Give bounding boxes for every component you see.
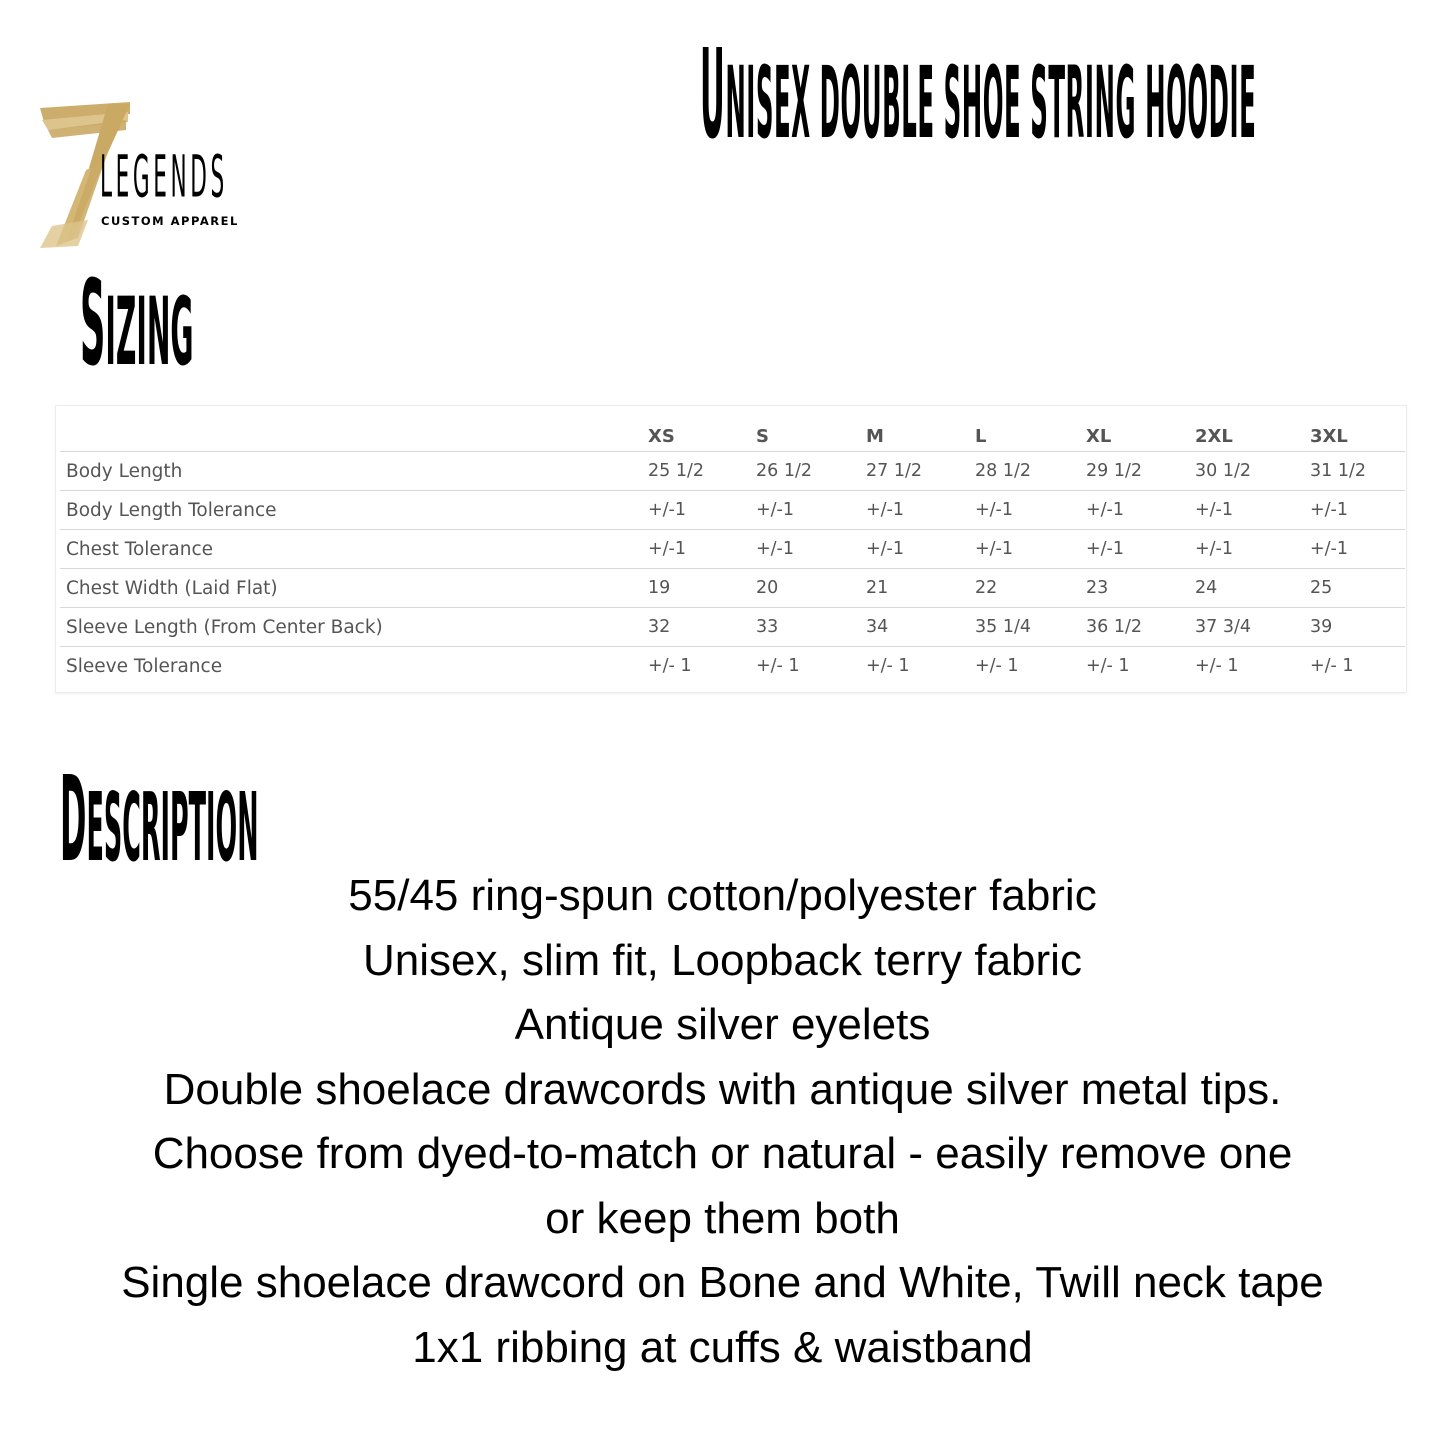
table-header-blank [60, 414, 648, 452]
measurement-value: +/- 1 [1310, 656, 1354, 676]
measurement-label: Sleeve Length (From Center Back) [60, 608, 648, 647]
table-row [60, 569, 1405, 608]
measurement-value: 32 [648, 608, 756, 647]
measurement-value: +/-1 [1086, 491, 1195, 530]
measurement-value: 25 [1310, 569, 1405, 608]
description-line: Unisex, slim fit, Loopback terry fabric [363, 935, 1082, 985]
description-line: Antique silver eyelets [514, 1000, 931, 1049]
description-line: Double shoelace drawcords with antique silver metal tips. [163, 1064, 1282, 1114]
measurement-value: +/- 1 [975, 656, 1019, 676]
measurement-value: 24 [1195, 569, 1310, 608]
table-header-size: XS [648, 414, 756, 452]
measurement-value: 37 3/4 [1195, 608, 1310, 647]
measurement-value: 30 1/2 [1195, 452, 1310, 491]
table-header-size: L [975, 414, 1086, 452]
logo-subtitle: CUSTOM APPAREL [101, 214, 239, 228]
table-row [60, 530, 1405, 569]
sizing-heading [80, 254, 194, 392]
measurement-value: +/-1 [756, 530, 866, 569]
measurement-value: 29 1/2 [1086, 452, 1195, 491]
size-chart [55, 405, 1407, 693]
table-row [60, 608, 1405, 647]
measurement-label: Body Length Tolerance [60, 491, 648, 530]
description-line: 1x1 ribbing at cuffs & waistband [412, 1322, 1033, 1372]
measurement-value: 21 [866, 569, 975, 608]
table-header-size: 2XL [1195, 414, 1310, 452]
description-line: or keep them both [545, 1193, 900, 1243]
description-heading-initial: D [60, 752, 87, 889]
description-heading-rest: ESCRIPTION [86, 773, 259, 883]
measurement-value: +/- 1 [1195, 656, 1239, 676]
page-title-rest: NISEX DOUBLE SHOE STRING HOODIE [725, 46, 1257, 163]
table-header-size: M [866, 414, 975, 452]
measurement-value: 25 1/2 [648, 452, 756, 491]
measurement-value: 19 [648, 569, 756, 608]
table-header-size: XL [1086, 414, 1195, 452]
sizing-heading-rest: IZING [105, 278, 194, 388]
measurement-value: 34 [866, 608, 975, 647]
measurement-value: 26 1/2 [756, 452, 866, 491]
table-row [60, 647, 1405, 686]
description-list [0, 864, 1445, 1380]
measurement-value: 28 1/2 [975, 452, 1086, 491]
measurement-value: +/-1 [866, 491, 975, 530]
measurement-label: Sleeve Tolerance [66, 655, 223, 677]
measurement-value: 23 [1086, 569, 1195, 608]
description-line: 55/45 ring-spun cotton/polyester fabric [348, 871, 1097, 920]
size-table [60, 414, 1405, 685]
measurement-value: 35 1/4 [975, 608, 1086, 647]
description-line: Choose from dyed-to-match or natural - easily remove one [152, 1129, 1293, 1178]
measurement-value: 22 [975, 569, 1086, 608]
measurement-value: +/-1 [1310, 491, 1405, 530]
description-line: Single shoelace drawcord on Bone and White, Twill neck tape [121, 1258, 1324, 1307]
measurement-value: 33 [756, 608, 866, 647]
table-row [60, 491, 1405, 530]
measurement-value: 31 1/2 [1310, 452, 1405, 491]
measurement-label: Body Length [60, 452, 648, 491]
measurement-value: 36 1/2 [1086, 608, 1195, 647]
measurement-value: +/-1 [975, 530, 1086, 569]
measurement-value: +/- 1 [756, 656, 800, 676]
measurement-value: +/-1 [648, 530, 756, 569]
measurement-value: +/-1 [1310, 530, 1405, 569]
page-title-initial: U [700, 21, 726, 167]
table-header-size: 3XL [1310, 414, 1405, 452]
measurement-value: +/- 1 [1086, 656, 1130, 676]
measurement-value: +/- 1 [648, 656, 692, 676]
page-title [700, 21, 1257, 167]
table-header-size: S [756, 414, 866, 452]
logo-wordmark: LEGENDS [100, 145, 228, 211]
table-header-row [60, 414, 1405, 452]
measurement-value: 39 [1310, 608, 1405, 647]
measurement-value: +/-1 [866, 530, 975, 569]
measurement-label: Chest Width (Laid Flat) [60, 569, 648, 608]
sizing-heading-initial: S [80, 254, 106, 392]
measurement-value: +/-1 [1086, 530, 1195, 569]
measurement-label: Chest Tolerance [60, 530, 648, 569]
measurement-value: +/-1 [1195, 491, 1310, 530]
description-heading [60, 752, 259, 889]
measurement-value: +/-1 [756, 491, 866, 530]
measurement-value: +/-1 [648, 491, 756, 530]
measurement-value: +/-1 [1195, 530, 1310, 569]
table-row [60, 452, 1405, 491]
measurement-value: 20 [756, 569, 866, 608]
measurement-value: +/- 1 [866, 656, 910, 676]
measurement-value: 27 1/2 [866, 452, 975, 491]
measurement-value: +/-1 [975, 491, 1086, 530]
